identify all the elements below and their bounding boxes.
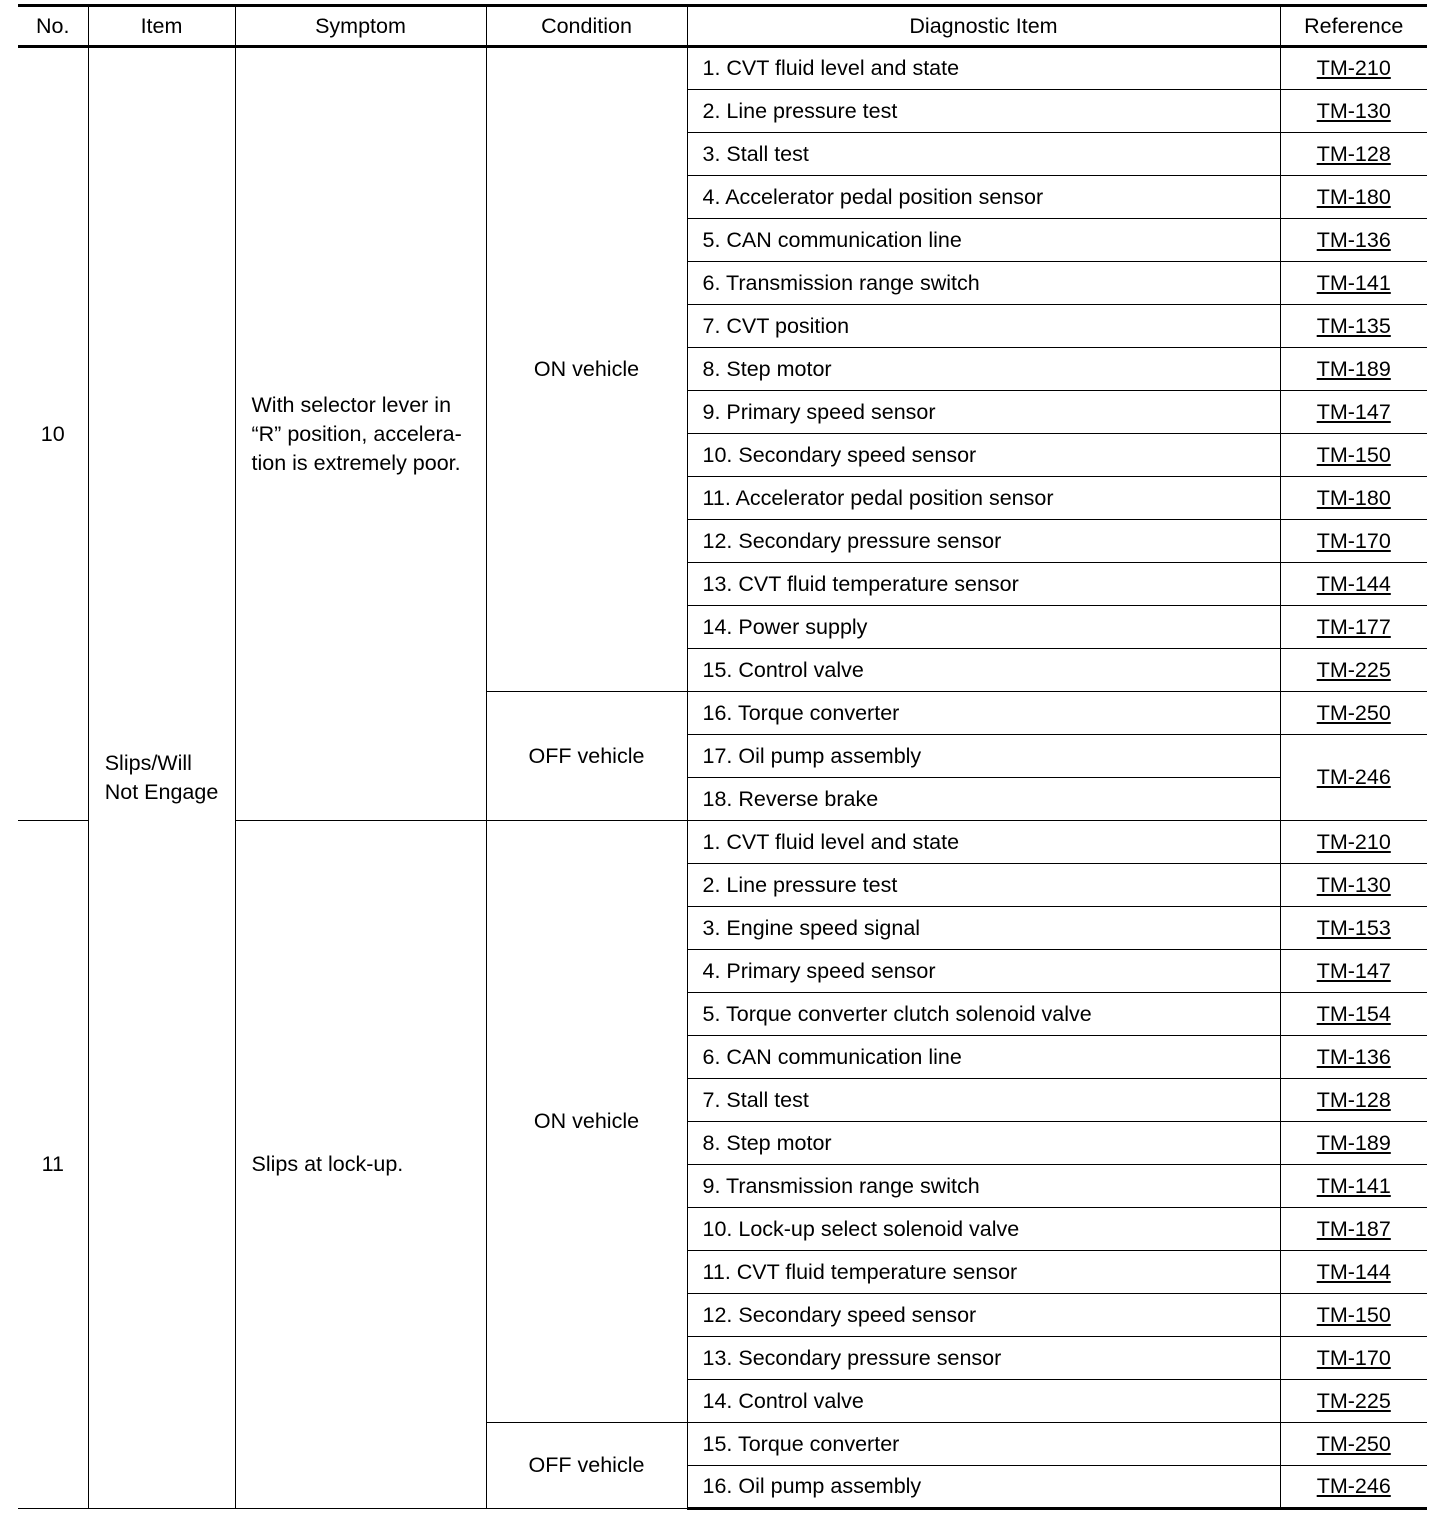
reference-link[interactable]: TM-210 — [1316, 829, 1391, 854]
header-no: No. — [18, 6, 88, 47]
reference-link[interactable]: TM-150 — [1316, 1302, 1391, 1327]
diagnostic-item: 15. Torque converter — [687, 1423, 1280, 1466]
reference-link[interactable]: TM-130 — [1316, 98, 1391, 123]
diagnostic-item: 11. Accelerator pedal position sensor — [687, 477, 1280, 520]
row-number: 11 — [18, 821, 88, 1509]
reference-cell — [1280, 1380, 1427, 1423]
diagnostic-item: 10. Lock-up select solenoid valve — [687, 1208, 1280, 1251]
reference-cell — [1280, 1208, 1427, 1251]
reference-cell — [1280, 649, 1427, 692]
reference-link[interactable]: TM-187 — [1316, 1216, 1391, 1241]
diagnostic-item: 4. Primary speed sensor — [687, 950, 1280, 993]
reference-link[interactable]: TM-177 — [1316, 614, 1391, 639]
header-condition: Condition — [486, 6, 687, 47]
reference-link[interactable]: TM-250 — [1316, 700, 1391, 725]
diagnostic-table — [18, 4, 1427, 1510]
reference-cell — [1280, 262, 1427, 305]
reference-cell — [1280, 1294, 1427, 1337]
reference-link[interactable]: TM-136 — [1316, 227, 1391, 252]
reference-link[interactable]: TM-136 — [1316, 1044, 1391, 1069]
reference-link[interactable]: TM-150 — [1316, 442, 1391, 467]
diagnostic-item: 16. Torque converter — [687, 692, 1280, 735]
reference-cell — [1280, 219, 1427, 262]
reference-cell — [1280, 1423, 1427, 1466]
reference-cell — [1280, 176, 1427, 219]
diagnostic-item: 8. Step motor — [687, 348, 1280, 391]
reference-link[interactable]: TM-210 — [1316, 56, 1391, 80]
reference-cell — [1280, 305, 1427, 348]
condition-cell: OFF vehicle — [486, 692, 687, 821]
table-body — [18, 47, 1427, 1509]
condition-cell: ON vehicle — [486, 821, 687, 1423]
reference-cell — [1280, 692, 1427, 735]
reference-cell — [1280, 47, 1427, 90]
diagnostic-item: 13. CVT fluid temperature sensor — [687, 563, 1280, 606]
reference-cell — [1280, 520, 1427, 563]
reference-link[interactable]: TM-246 — [1316, 765, 1391, 789]
reference-link[interactable]: TM-225 — [1316, 1388, 1391, 1413]
reference-cell — [1280, 1337, 1427, 1380]
reference-link[interactable]: TM-180 — [1316, 184, 1391, 209]
header-symptom: Symptom — [235, 6, 486, 47]
reference-cell — [1280, 1079, 1427, 1122]
diagnostic-item: 1. CVT fluid level and state — [687, 47, 1280, 90]
diagnostic-item: 17. Oil pump assembly — [687, 735, 1280, 778]
reference-cell — [1280, 907, 1427, 950]
reference-cell — [1280, 477, 1427, 520]
diagnostic-item: 6. Transmission range switch — [687, 262, 1280, 305]
diagnostic-item: 14. Power supply — [687, 606, 1280, 649]
condition-cell: ON vehicle — [486, 47, 687, 692]
reference-link[interactable]: TM-147 — [1316, 399, 1391, 424]
diagnostic-item: 12. Secondary speed sensor — [687, 1294, 1280, 1337]
header-reference: Reference — [1280, 6, 1427, 47]
diagnostic-item: 1. CVT fluid level and state — [687, 821, 1280, 864]
reference-link[interactable]: TM-180 — [1316, 485, 1391, 510]
diagnostic-item: 14. Control valve — [687, 1380, 1280, 1423]
condition-cell: OFF vehicle — [486, 1423, 687, 1509]
reference-link[interactable]: TM-128 — [1316, 141, 1391, 166]
reference-link[interactable]: TM-154 — [1316, 1001, 1391, 1026]
diagnostic-item: 5. Torque converter clutch solenoid valve — [687, 993, 1280, 1036]
reference-link[interactable]: TM-144 — [1316, 1259, 1391, 1284]
diagnostic-item: 2. Line pressure test — [687, 90, 1280, 133]
table-row — [18, 47, 1427, 90]
table-header-row — [18, 6, 1427, 47]
reference-link[interactable]: TM-135 — [1316, 313, 1391, 338]
reference-link[interactable]: TM-170 — [1316, 1345, 1391, 1370]
reference-cell — [1280, 391, 1427, 434]
reference-cell — [1280, 821, 1427, 864]
reference-link[interactable]: TM-141 — [1316, 1173, 1391, 1198]
diagnostic-item: 18. Reverse brake — [687, 778, 1280, 821]
reference-cell — [1280, 606, 1427, 649]
reference-link[interactable]: TM-128 — [1316, 1087, 1391, 1112]
reference-cell — [1280, 563, 1427, 606]
symptom-cell — [235, 47, 486, 821]
diagnostic-item: 13. Secondary pressure sensor — [687, 1337, 1280, 1380]
diagnostic-item: 3. Stall test — [687, 133, 1280, 176]
row-number: 10 — [18, 47, 88, 821]
diagnostic-item: 2. Line pressure test — [687, 864, 1280, 907]
reference-cell — [1280, 1251, 1427, 1294]
item-label-line: Slips/Will — [104, 751, 192, 775]
diagnostic-item: 11. CVT fluid temperature sensor — [687, 1251, 1280, 1294]
diagnostic-item: 16. Oil pump assembly — [687, 1466, 1280, 1509]
diagnostic-item: 15. Control valve — [687, 649, 1280, 692]
reference-cell — [1280, 735, 1427, 821]
reference-cell — [1280, 1122, 1427, 1165]
diagnostic-item: 9. Primary speed sensor — [687, 391, 1280, 434]
reference-cell — [1280, 1466, 1427, 1509]
diagnostic-item: 7. CVT position — [687, 305, 1280, 348]
reference-link[interactable]: TM-246 — [1316, 1474, 1391, 1498]
symptom-line: “R” position, accelera- — [251, 421, 462, 446]
diagnostic-item: 7. Stall test — [687, 1079, 1280, 1122]
reference-link[interactable]: TM-189 — [1316, 1130, 1391, 1155]
diagnostic-item: 12. Secondary pressure sensor — [687, 520, 1280, 563]
reference-link[interactable]: TM-144 — [1316, 571, 1391, 596]
diagnostic-item: 6. CAN communication line — [687, 1036, 1280, 1079]
reference-link[interactable]: TM-147 — [1316, 958, 1391, 983]
reference-cell — [1280, 434, 1427, 477]
reference-cell — [1280, 864, 1427, 907]
reference-cell — [1280, 1036, 1427, 1079]
reference-cell — [1280, 90, 1427, 133]
symptom-line: tion is extremely poor. — [251, 450, 461, 475]
diagnostic-item: 9. Transmission range switch — [687, 1165, 1280, 1208]
diagnostic-item: 5. CAN communication line — [687, 219, 1280, 262]
reference-link[interactable]: TM-250 — [1316, 1431, 1391, 1456]
item-label — [105, 749, 219, 807]
reference-link[interactable]: TM-130 — [1316, 872, 1391, 897]
reference-cell — [1280, 950, 1427, 993]
item-label-line: Not Engage — [104, 780, 219, 804]
reference-link[interactable]: TM-141 — [1316, 270, 1391, 295]
diagnostic-item: 3. Engine speed signal — [687, 907, 1280, 950]
reference-cell — [1280, 1165, 1427, 1208]
reference-link[interactable]: TM-170 — [1316, 528, 1391, 553]
symptom-line: Slips at lock-up. — [251, 1152, 404, 1176]
item-cell — [88, 47, 235, 1509]
reference-cell — [1280, 348, 1427, 391]
reference-link[interactable]: TM-153 — [1316, 915, 1391, 940]
diagnostic-item: 4. Accelerator pedal position sensor — [687, 176, 1280, 219]
reference-link[interactable]: TM-189 — [1316, 356, 1391, 381]
symptom-cell — [235, 821, 486, 1509]
header-diagnostic-item: Diagnostic Item — [687, 6, 1280, 47]
reference-cell — [1280, 993, 1427, 1036]
symptom-line: With selector lever in — [251, 392, 452, 417]
reference-link[interactable]: TM-225 — [1316, 657, 1391, 682]
header-item: Item — [88, 6, 235, 47]
diagnostic-item: 8. Step motor — [687, 1122, 1280, 1165]
diagnostic-item: 10. Secondary speed sensor — [687, 434, 1280, 477]
reference-cell — [1280, 133, 1427, 176]
